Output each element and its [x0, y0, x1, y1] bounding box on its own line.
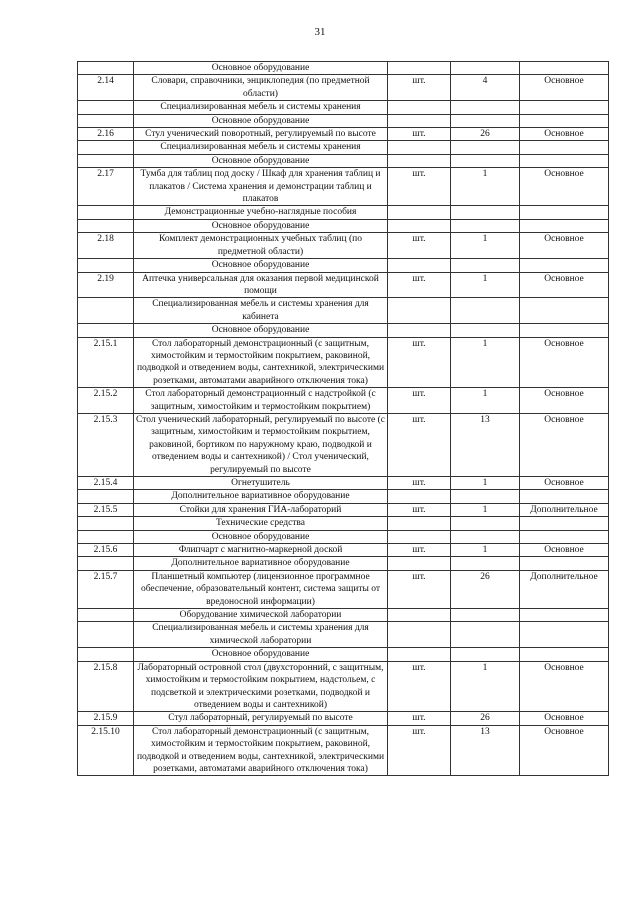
item-unit: шт. — [388, 168, 451, 206]
item-unit: шт. — [388, 128, 451, 141]
section-heading: Специализированная мебель и системы хранения для химической лаборатории — [134, 622, 388, 648]
item-number: 2.15.8 — [78, 661, 134, 712]
table-row — [78, 413, 609, 476]
item-number: 2.15.3 — [78, 413, 134, 476]
section-heading: Оборудование химической лаборатории — [134, 609, 388, 622]
item-number: 2.14 — [78, 75, 134, 101]
empty-cell — [78, 259, 134, 272]
table-row — [78, 337, 609, 388]
item-quantity: 1 — [451, 272, 520, 298]
empty-cell — [388, 490, 451, 503]
empty-cell — [78, 154, 134, 167]
table-row — [78, 272, 609, 298]
section-row — [78, 259, 609, 272]
table-row — [78, 388, 609, 414]
item-type: Основное — [520, 75, 609, 101]
item-name: Словари, справочники, энциклопедия (по предметной области) — [134, 75, 388, 101]
empty-cell — [520, 298, 609, 324]
empty-cell — [451, 609, 520, 622]
item-number: 2.15.9 — [78, 712, 134, 725]
empty-cell — [451, 141, 520, 154]
item-quantity: 1 — [451, 477, 520, 490]
empty-cell — [520, 609, 609, 622]
empty-cell — [388, 530, 451, 543]
item-name: Стол ученический лабораторный, регулируемый по высоте (с защитным, химостойким и термостойким покрытием, раковиной, бортиком по наружному краю, подводкой и отведением воды и сантехникой) / Стол ученический, регулируемый по высоте — [134, 413, 388, 476]
item-quantity: 1 — [451, 544, 520, 557]
empty-cell — [520, 114, 609, 127]
table-row — [78, 477, 609, 490]
table-row — [78, 712, 609, 725]
section-heading: Основное оборудование — [134, 219, 388, 232]
section-row — [78, 114, 609, 127]
empty-cell — [78, 324, 134, 337]
empty-cell — [451, 648, 520, 661]
section-row — [78, 298, 609, 324]
item-unit: шт. — [388, 477, 451, 490]
item-name: Комплект демонстрационных учебных таблиц (по предметной области) — [134, 233, 388, 259]
empty-cell — [451, 622, 520, 648]
page-number: 31 — [314, 26, 326, 38]
item-number: 2.16 — [78, 128, 134, 141]
empty-cell — [388, 62, 451, 75]
empty-cell — [388, 141, 451, 154]
item-unit: шт. — [388, 544, 451, 557]
item-number: 2.15.5 — [78, 503, 134, 516]
empty-cell — [451, 62, 520, 75]
empty-cell — [520, 101, 609, 114]
empty-cell — [451, 114, 520, 127]
item-quantity: 4 — [451, 75, 520, 101]
item-type: Основное — [520, 233, 609, 259]
table-row — [78, 725, 609, 776]
empty-cell — [388, 609, 451, 622]
item-quantity: 1 — [451, 503, 520, 516]
empty-cell — [388, 557, 451, 570]
table-row — [78, 661, 609, 712]
section-row — [78, 62, 609, 75]
empty-cell — [520, 648, 609, 661]
section-row — [78, 154, 609, 167]
empty-cell — [520, 517, 609, 530]
empty-cell — [451, 490, 520, 503]
table-row — [78, 503, 609, 516]
section-row — [78, 530, 609, 543]
empty-cell — [520, 206, 609, 219]
section-row — [78, 206, 609, 219]
item-quantity: 26 — [451, 570, 520, 608]
item-type: Основное — [520, 388, 609, 414]
empty-cell — [451, 206, 520, 219]
item-number: 2.15.1 — [78, 337, 134, 388]
section-heading: Технические средства — [134, 517, 388, 530]
item-name: Стол лабораторный демонстрационный (с защитным, химостойким и термостойким покрытием, раковиной, подводкой и отведением воды, сантехникой, электрическими розетками, автоматами аварийного отключения тока) — [134, 337, 388, 388]
empty-cell — [451, 530, 520, 543]
empty-cell — [388, 298, 451, 324]
item-unit: шт. — [388, 725, 451, 776]
section-heading: Основное оборудование — [134, 648, 388, 661]
section-heading: Дополнительное вариативное оборудование — [134, 490, 388, 503]
empty-cell — [520, 324, 609, 337]
section-row — [78, 517, 609, 530]
empty-cell — [520, 530, 609, 543]
empty-cell — [451, 259, 520, 272]
empty-cell — [78, 219, 134, 232]
empty-cell — [78, 530, 134, 543]
item-type: Основное — [520, 168, 609, 206]
empty-cell — [78, 206, 134, 219]
item-unit: шт. — [388, 75, 451, 101]
empty-cell — [451, 154, 520, 167]
empty-cell — [451, 298, 520, 324]
item-quantity: 1 — [451, 233, 520, 259]
item-unit: шт. — [388, 233, 451, 259]
section-heading: Специализированная мебель и системы хранения для кабинета — [134, 298, 388, 324]
section-heading: Специализированная мебель и системы хранения — [134, 141, 388, 154]
item-quantity: 13 — [451, 725, 520, 776]
empty-cell — [78, 622, 134, 648]
item-name: Стул лабораторный, регулируемый по высоте — [134, 712, 388, 725]
empty-cell — [451, 101, 520, 114]
item-unit: шт. — [388, 388, 451, 414]
empty-cell — [78, 609, 134, 622]
empty-cell — [451, 324, 520, 337]
empty-cell — [388, 206, 451, 219]
item-unit: шт. — [388, 272, 451, 298]
empty-cell — [520, 219, 609, 232]
table-row — [78, 75, 609, 101]
table-row — [78, 233, 609, 259]
item-type: Дополнительное — [520, 570, 609, 608]
item-type: Основное — [520, 661, 609, 712]
item-name: Планшетный компьютер (лицензионное программное обеспечение, образовательный контент, система защиты от вредоносной информации) — [134, 570, 388, 608]
table-row — [78, 128, 609, 141]
empty-cell — [451, 219, 520, 232]
empty-cell — [451, 517, 520, 530]
equipment-table — [77, 61, 609, 776]
section-heading: Основное оборудование — [134, 154, 388, 167]
item-quantity: 1 — [451, 661, 520, 712]
empty-cell — [78, 557, 134, 570]
empty-cell — [520, 62, 609, 75]
section-row — [78, 557, 609, 570]
item-type: Основное — [520, 272, 609, 298]
item-type: Основное — [520, 477, 609, 490]
item-unit: шт. — [388, 661, 451, 712]
item-unit: шт. — [388, 570, 451, 608]
section-row — [78, 324, 609, 337]
item-quantity: 26 — [451, 128, 520, 141]
item-quantity: 1 — [451, 168, 520, 206]
item-number: 2.15.4 — [78, 477, 134, 490]
item-type: Основное — [520, 725, 609, 776]
section-row — [78, 141, 609, 154]
section-row — [78, 101, 609, 114]
item-name: Стул ученический поворотный, регулируемый по высоте — [134, 128, 388, 141]
item-number: 2.15.10 — [78, 725, 134, 776]
item-name: Аптечка универсальная для оказания первой медицинской помощи — [134, 272, 388, 298]
item-type: Основное — [520, 128, 609, 141]
empty-cell — [388, 219, 451, 232]
section-heading: Основное оборудование — [134, 259, 388, 272]
empty-cell — [520, 259, 609, 272]
empty-cell — [388, 622, 451, 648]
empty-cell — [78, 62, 134, 75]
empty-cell — [388, 324, 451, 337]
item-name: Огнетушитель — [134, 477, 388, 490]
empty-cell — [78, 141, 134, 154]
empty-cell — [78, 648, 134, 661]
empty-cell — [78, 517, 134, 530]
item-type: Дополнительное — [520, 503, 609, 516]
empty-cell — [451, 557, 520, 570]
section-heading: Основное оборудование — [134, 62, 388, 75]
section-heading: Специализированная мебель и системы хранения — [134, 101, 388, 114]
item-name: Стол лабораторный демонстрационный (с защитным, химостойким и термостойким покрытием, раковиной, подводкой и отведением воды, сантехникой, электрическими розетками, автоматами аварийного отключения тока) — [134, 725, 388, 776]
item-name: Лабораторный островной стол (двухсторонний, с защитным, химостойким и термостойким покрытием, надстольем, с подсветкой и электрическими розетками, подводкой и отведением воды и сантехникой) — [134, 661, 388, 712]
empty-cell — [520, 141, 609, 154]
empty-cell — [520, 490, 609, 503]
item-type: Основное — [520, 544, 609, 557]
empty-cell — [78, 490, 134, 503]
item-name: Стол лабораторный демонстрационный с надстройкой (с защитным, химостойким и термостойким покрытием) — [134, 388, 388, 414]
table-row — [78, 570, 609, 608]
section-row — [78, 609, 609, 622]
section-row — [78, 648, 609, 661]
empty-cell — [388, 154, 451, 167]
item-number: 2.19 — [78, 272, 134, 298]
item-number: 2.15.6 — [78, 544, 134, 557]
table-row — [78, 168, 609, 206]
section-heading: Основное оборудование — [134, 324, 388, 337]
item-type: Основное — [520, 413, 609, 476]
item-number: 2.18 — [78, 233, 134, 259]
section-heading: Основное оборудование — [134, 530, 388, 543]
empty-cell — [388, 114, 451, 127]
item-number: 2.15.7 — [78, 570, 134, 608]
section-row — [78, 622, 609, 648]
section-heading: Основное оборудование — [134, 114, 388, 127]
empty-cell — [388, 517, 451, 530]
item-unit: шт. — [388, 413, 451, 476]
item-quantity: 1 — [451, 337, 520, 388]
empty-cell — [78, 298, 134, 324]
item-quantity: 13 — [451, 413, 520, 476]
item-quantity: 1 — [451, 388, 520, 414]
empty-cell — [520, 622, 609, 648]
item-unit: шт. — [388, 712, 451, 725]
item-name: Тумба для таблиц под доску / Шкаф для хранения таблиц и плакатов / Система хранения и демонстрации таблиц и плакатов — [134, 168, 388, 206]
section-heading: Дополнительное вариативное оборудование — [134, 557, 388, 570]
empty-cell — [388, 259, 451, 272]
empty-cell — [388, 648, 451, 661]
table-row — [78, 544, 609, 557]
section-row — [78, 219, 609, 232]
item-type: Основное — [520, 712, 609, 725]
item-name: Флипчарт с магнитно-маркерной доской — [134, 544, 388, 557]
section-row — [78, 490, 609, 503]
empty-cell — [388, 101, 451, 114]
item-type: Основное — [520, 337, 609, 388]
empty-cell — [78, 101, 134, 114]
section-heading: Демонстрационные учебно-наглядные пособия — [134, 206, 388, 219]
empty-cell — [520, 154, 609, 167]
item-number: 2.17 — [78, 168, 134, 206]
item-quantity: 26 — [451, 712, 520, 725]
empty-cell — [78, 114, 134, 127]
item-number: 2.15.2 — [78, 388, 134, 414]
item-unit: шт. — [388, 337, 451, 388]
empty-cell — [520, 557, 609, 570]
item-name: Стойки для хранения ГИА-лабораторий — [134, 503, 388, 516]
item-unit: шт. — [388, 503, 451, 516]
